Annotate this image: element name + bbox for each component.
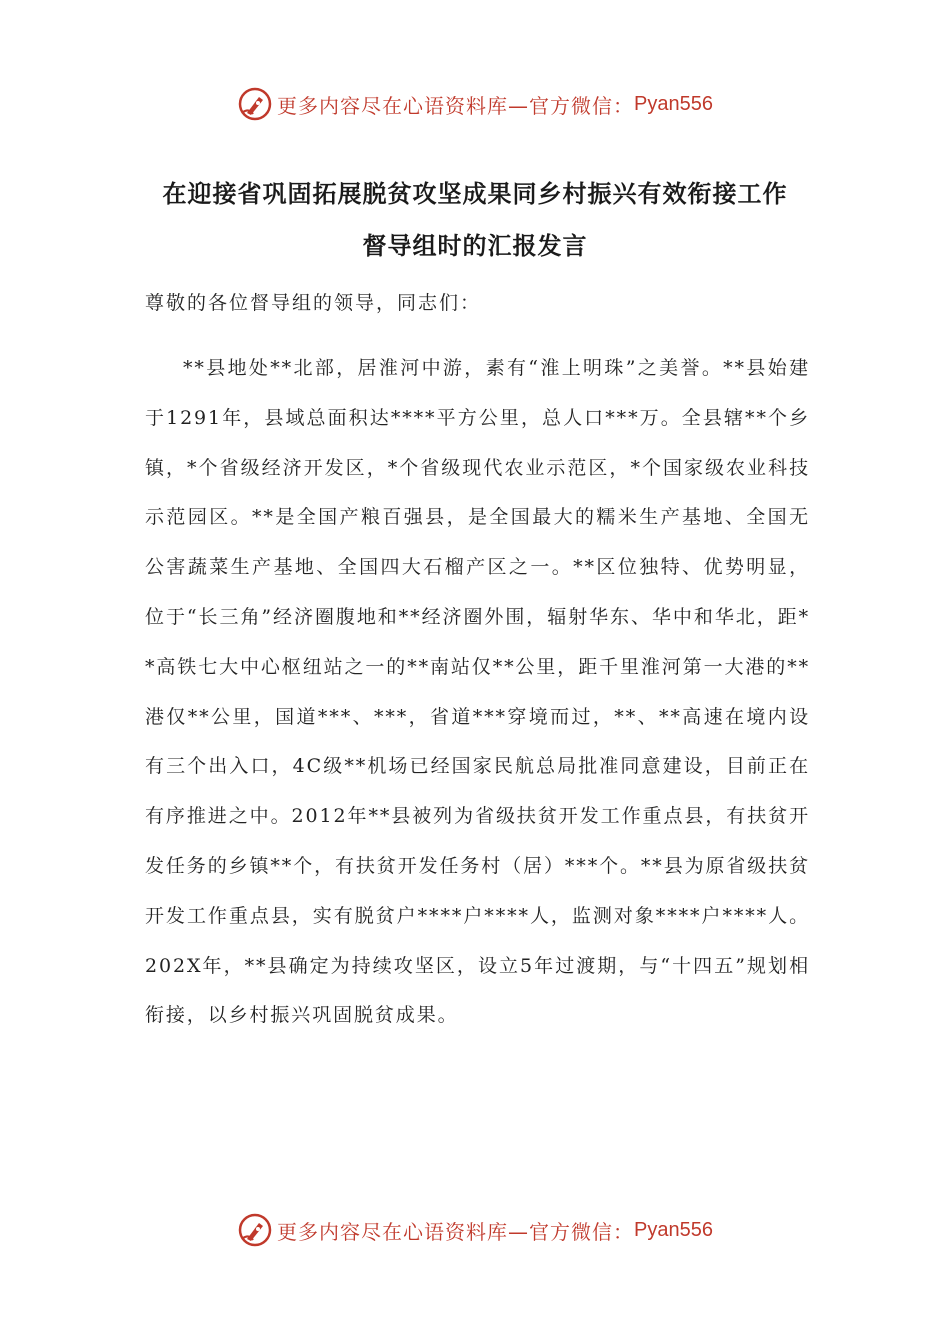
pen-nib-icon: [237, 86, 273, 122]
footer-banner: [0, 1210, 950, 1250]
banner-wechat-id: Pyan556: [634, 92, 713, 115]
footer-brand-text: 更多内容尽在心语资料库—官方微信：: [277, 1219, 635, 1244]
footer-wechat-id: Pyan556: [634, 1218, 713, 1241]
title-line-2: 督导组时的汇报发言: [362, 231, 588, 260]
header-banner: [0, 84, 950, 124]
pen-nib-icon: [237, 1212, 273, 1248]
banner-brand-text: 更多内容尽在心语资料库—官方微信：: [277, 93, 635, 118]
title-line-1: 在迎接省巩固拓展脱贫攻坚成果同乡村振兴有效衔接工作: [162, 179, 788, 208]
body-paragraph: **县地处**北部，居淮河中游，素有“淮上明珠”之美誉。**县始建于1291年，县域总面积达****平方公里，总人口***万。全县辖**个乡镇，*个省级经济开发区，*个省级现代农业示范区，*个国家级农业科技示范园区。**是全国产粮百强县，是全国最大的糯米生产基地、全国无公害蔬菜生产基地、全国四大石榴产区之一。**区位独特、优势明显，位于“长三角”经济圈腹地和**经济圈外围，辐射华东、华中和华北，距**高铁七大中心枢纽站之一的**南站仅**公里，距千里淮河第一大港的**港仅**公里，国道***、***，省道***穿境而过，**、**高速在境内设有三个出入口，4C级**机场已经国家民航总局批准同意建设，目前正在有序推进之中。2012年**县被列为省级扶贫开发工作重点县，有扶贫开发任务的乡镇**个，有扶贫开发任务村（居）***个。**县为原省级扶贫开发工作重点县，实有脱贫户****户****人，监测对象****户****人。202X年，**县确定为持续攻坚区，设立5年过渡期，与“十四五”规划相衔接，以乡村振兴巩固脱贫成果。: [145, 357, 811, 1027]
document-title: [145, 168, 805, 272]
salutation: 尊敬的各位督导组的领导，同志们：: [145, 292, 482, 314]
